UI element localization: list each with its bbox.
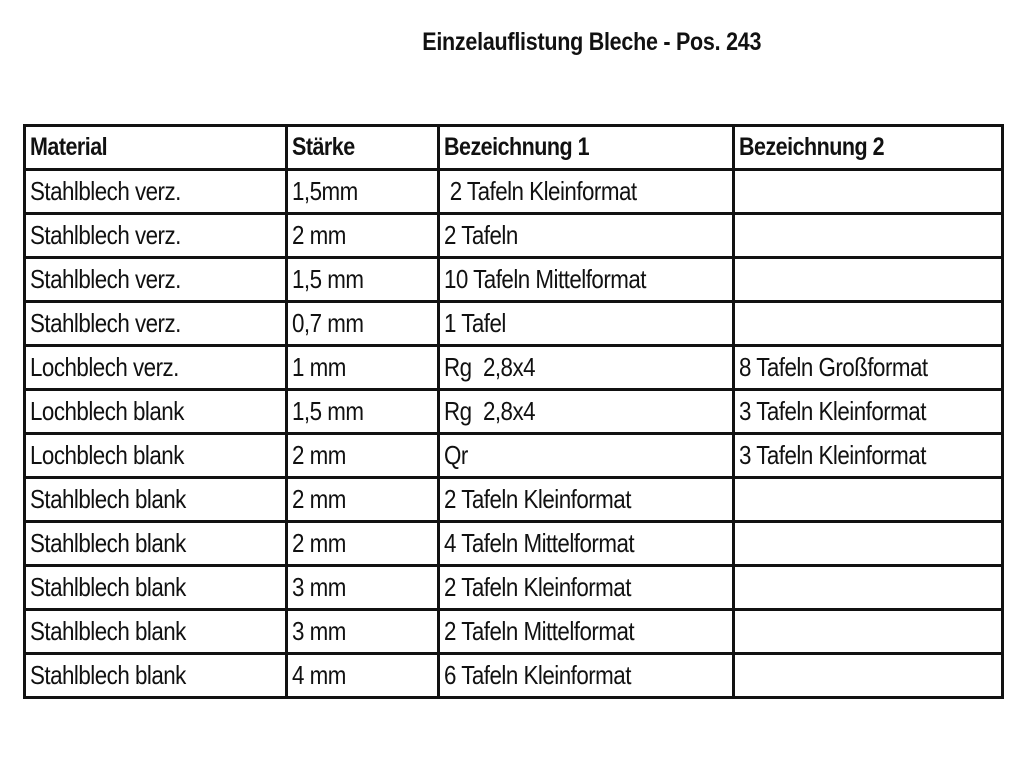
table-row <box>25 214 1003 258</box>
table-row <box>25 258 1003 302</box>
cell-value: 2 mm <box>292 220 346 250</box>
cell-thickness <box>287 214 439 258</box>
cell-material <box>25 522 287 566</box>
cell-designation-2 <box>734 170 1003 214</box>
cell-material <box>25 258 287 302</box>
cell-value: Rg 2,8x4 <box>444 352 536 382</box>
cell-thickness <box>287 610 439 654</box>
cell-value: 1 Tafel <box>444 308 506 338</box>
cell-material <box>25 214 287 258</box>
cell-material <box>25 390 287 434</box>
cell-value: 3 Tafeln Kleinformat <box>739 396 926 426</box>
cell-value: Qr <box>444 440 468 470</box>
cell-value: 2 Tafeln Kleinformat <box>444 176 637 206</box>
cell-value: Stahlblech verz. <box>30 220 181 250</box>
cell-designation-1 <box>439 434 734 478</box>
cell-value: 1 mm <box>292 352 346 382</box>
cell-value: 2 Tafeln Kleinformat <box>444 572 631 602</box>
cell-thickness <box>287 170 439 214</box>
cell-thickness <box>287 522 439 566</box>
cell-value: 1,5mm <box>292 176 358 206</box>
table-row <box>25 610 1003 654</box>
cell-material <box>25 170 287 214</box>
page-title: Einzelauflistung Bleche - Pos. 243 <box>422 28 762 56</box>
cell-value: 2 mm <box>292 484 346 514</box>
table-row <box>25 478 1003 522</box>
header-designation-2 <box>734 126 1003 170</box>
cell-designation-2 <box>734 434 1003 478</box>
cell-designation-2 <box>734 346 1003 390</box>
table-body <box>25 170 1003 698</box>
table-row <box>25 390 1003 434</box>
cell-designation-1 <box>439 302 734 346</box>
cell-designation-2 <box>734 610 1003 654</box>
cell-value: Stahlblech verz. <box>30 264 181 294</box>
cell-designation-2 <box>734 522 1003 566</box>
cell-value: 6 Tafeln Kleinformat <box>444 660 631 690</box>
cell-value: 3 Tafeln Kleinformat <box>739 440 926 470</box>
cell-material <box>25 302 287 346</box>
cell-value: 0,7 mm <box>292 308 364 338</box>
sheet-metal-table <box>23 124 1004 699</box>
cell-value: 8 Tafeln Großformat <box>739 352 928 382</box>
cell-value: Lochblech blank <box>30 396 184 426</box>
header-material <box>25 126 287 170</box>
cell-designation-2 <box>734 566 1003 610</box>
cell-thickness <box>287 390 439 434</box>
header-thickness <box>287 126 439 170</box>
cell-value: Stahlblech blank <box>30 572 186 602</box>
table-row <box>25 170 1003 214</box>
cell-value: 1,5 mm <box>292 396 364 426</box>
cell-thickness <box>287 478 439 522</box>
cell-value: Stahlblech verz. <box>30 176 181 206</box>
cell-material <box>25 434 287 478</box>
cell-designation-1 <box>439 390 734 434</box>
cell-value: 2 Tafeln Mittelformat <box>444 616 635 646</box>
cell-designation-2 <box>734 654 1003 698</box>
cell-designation-1 <box>439 478 734 522</box>
cell-value: Stahlblech verz. <box>30 308 181 338</box>
table-row <box>25 654 1003 698</box>
cell-value: Stahlblech blank <box>30 660 186 690</box>
cell-value: 4 Tafeln Mittelformat <box>444 528 635 558</box>
cell-value: 2 Tafeln Kleinformat <box>444 484 631 514</box>
table-header-row <box>25 126 1003 170</box>
cell-designation-1 <box>439 346 734 390</box>
cell-value: Stahlblech blank <box>30 528 186 558</box>
cell-value: 2 mm <box>292 440 346 470</box>
header-label: Bezeichnung 2 <box>739 133 885 161</box>
cell-value: Stahlblech blank <box>30 484 186 514</box>
cell-value: Stahlblech blank <box>30 616 186 646</box>
header-designation-1 <box>439 126 734 170</box>
cell-value: 10 Tafeln Mittelformat <box>444 264 647 294</box>
cell-value: Rg 2,8x4 <box>444 396 536 426</box>
cell-value: 3 mm <box>292 572 346 602</box>
cell-material <box>25 610 287 654</box>
cell-material <box>25 346 287 390</box>
cell-designation-1 <box>439 214 734 258</box>
cell-value: Lochblech blank <box>30 440 184 470</box>
cell-value: Lochblech verz. <box>30 352 179 382</box>
table-row <box>25 522 1003 566</box>
cell-value: 4 mm <box>292 660 346 690</box>
cell-designation-1 <box>439 522 734 566</box>
cell-value: 1,5 mm <box>292 264 364 294</box>
cell-thickness <box>287 346 439 390</box>
cell-designation-2 <box>734 302 1003 346</box>
cell-thickness <box>287 434 439 478</box>
cell-thickness <box>287 258 439 302</box>
table-row <box>25 346 1003 390</box>
cell-designation-2 <box>734 258 1003 302</box>
cell-designation-2 <box>734 478 1003 522</box>
cell-designation-1 <box>439 610 734 654</box>
header-label: Material <box>30 133 108 161</box>
table-row <box>25 566 1003 610</box>
header-label: Stärke <box>292 133 355 161</box>
cell-thickness <box>287 654 439 698</box>
cell-designation-2 <box>734 390 1003 434</box>
cell-material <box>25 654 287 698</box>
cell-designation-1 <box>439 566 734 610</box>
cell-thickness <box>287 302 439 346</box>
cell-designation-2 <box>734 214 1003 258</box>
cell-designation-1 <box>439 258 734 302</box>
cell-value: 3 mm <box>292 616 346 646</box>
cell-thickness <box>287 566 439 610</box>
cell-designation-1 <box>439 654 734 698</box>
cell-value: 2 mm <box>292 528 346 558</box>
cell-material <box>25 478 287 522</box>
table-row <box>25 302 1003 346</box>
header-label: Bezeichnung 1 <box>444 133 590 161</box>
cell-value: 2 Tafeln <box>444 220 518 250</box>
cell-material <box>25 566 287 610</box>
cell-designation-1 <box>439 170 734 214</box>
table-row <box>25 434 1003 478</box>
